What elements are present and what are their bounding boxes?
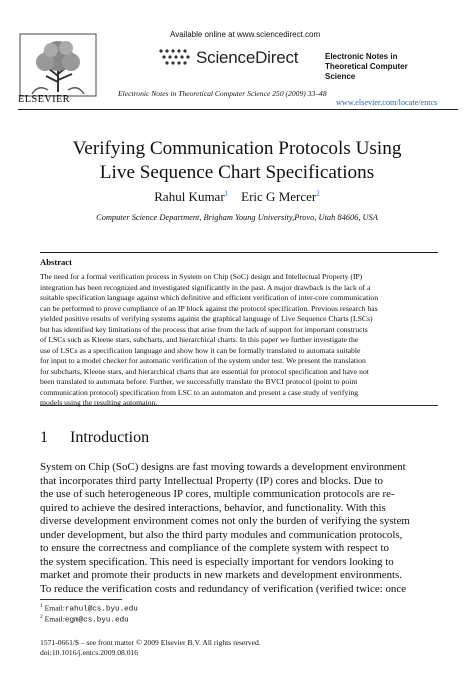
body-line: System on Chip (SoC) designs are fast moving towards a development environment xyxy=(40,461,406,473)
body-line: the system specification. This need is especially important for vendors looking to xyxy=(40,555,394,568)
footnote-mark: 2 xyxy=(40,614,43,620)
abstract-line: integration has been recognized and investigated significantly in the past. A major drawback is the lack of a xyxy=(40,282,371,292)
abstract-line: of LSCs such as Kleene stars, subcharts, and hierarchical charts. In this paper we further investigate the xyxy=(40,335,359,344)
copyright-line: 1571-0661/$ – see front matter © 2009 Elsevier B.V. All rights reserved. xyxy=(40,638,261,647)
body-line: under development, but also the third party modules and communication protocols, xyxy=(40,528,403,541)
journal-citation: Electronic Notes in Theoretical Computer Science 250 (2009) 33–48 xyxy=(118,89,327,98)
abstract-line: for input to a model checker for automatic verification of the system under test. We present the translation xyxy=(40,356,366,365)
paper-title-line: Verifying Communication Protocols Using xyxy=(72,138,402,159)
header-rule xyxy=(18,109,458,110)
footnote xyxy=(40,614,129,625)
paper-title-line: Live Sequence Chart Specifications xyxy=(99,162,375,183)
abstract-bottom-rule xyxy=(40,405,438,406)
elsevier-tree-logo xyxy=(18,32,98,102)
abstract-line: use of LSCs as a specification language and show how it can be formally translated to automata suitable xyxy=(40,345,361,355)
abstract-line: The need for a formal verification process in System on Chip (SoC) design and Intellectual Property (IP) xyxy=(40,272,363,281)
author-list xyxy=(0,189,474,205)
section-title: Introduction xyxy=(70,429,150,446)
sciencedirect-dots-icon xyxy=(157,47,193,69)
abstract-line: communication protocol) specification from LSC to an automaton and present a case study of verifying xyxy=(40,387,359,397)
footnote-label: Email: xyxy=(44,603,65,613)
body-line: that incorporates third party Intellectual Property (IP) cores and blocks. Due to xyxy=(40,474,383,487)
body-line: diverse development environment comes not only the burden of verifying the system xyxy=(40,515,410,527)
journal-name-line: Theoretical Computer xyxy=(325,62,408,71)
journal-url-link[interactable]: www.elsevier.com/locate/entcs xyxy=(336,98,438,107)
body-line: the use of such heterogeneous IP cores, multiple communication protocols are re- xyxy=(40,488,395,500)
body-line: market and promote their products in new markets and development environments. xyxy=(40,569,403,581)
journal-name-line: Science xyxy=(325,72,356,81)
footnote-label: Email: xyxy=(44,614,65,624)
author-name: Eric G Mercer xyxy=(241,189,317,204)
abstract-top-rule xyxy=(40,252,438,253)
abstract-line: models using the resulting automaton. xyxy=(40,398,158,407)
footnote-rule xyxy=(40,599,122,600)
journal-name xyxy=(325,52,445,82)
footnote-email-link[interactable]: egm@cs.byu.edu xyxy=(64,616,129,625)
abstract-line: yielded positive results of verifying systems against the graphical language of Live Sequence Charts (LSCs) xyxy=(40,314,373,323)
footnote-email-link[interactable]: rahul@cs.byu.edu xyxy=(64,605,138,614)
abstract-line: but has identified key limitations of the process that arise from the lack of support for important constructs xyxy=(40,324,368,334)
doi-line[interactable]: doi:10.1016/j.entcs.2009.08.016 xyxy=(40,648,139,657)
body-line: To reduce the verification costs and redundancy of verification (verified twice: once xyxy=(40,582,407,595)
author-name: Rahul Kumar xyxy=(154,189,225,204)
available-online-text: Available online at www.sciencedirect.com xyxy=(170,30,321,39)
body-line: to ensure the correctness and compliance of the complete system with respect to xyxy=(40,542,389,554)
footnote xyxy=(40,603,138,614)
abstract-line: for subcharts, Kleene stars, and hierarchical charts that are essential for protocol specification and have not xyxy=(40,366,369,376)
abstract-heading: Abstract xyxy=(40,257,72,267)
body-line: quired to achieve the desired interactions, behavior, and functionality. With this xyxy=(40,501,386,514)
author-footnote-mark[interactable]: 1 xyxy=(224,189,229,198)
elsevier-wordmark: ELSEVIER xyxy=(18,94,70,105)
journal-name-line: Electronic Notes in xyxy=(325,52,398,61)
section-number: 1 xyxy=(40,429,48,446)
footnote-mark: 1 xyxy=(40,603,43,609)
abstract-line: can be performed to prove compliance of an IP block against the protocol specification. Previous research has xyxy=(40,303,378,313)
sciencedirect-wordmark: ScienceDirect xyxy=(196,48,299,67)
abstract-line: been translated to automata before. Further, we successfully translate the BVCI protocol (point to point xyxy=(40,377,358,386)
author-footnote-mark[interactable]: 2 xyxy=(316,189,320,198)
abstract-line: suitable specification language against which definitive and efficient verification of inter-core communication xyxy=(40,293,379,302)
affiliation: Computer Science Department, Brigham Young University,Provo, Utah 84606, USA xyxy=(96,213,378,222)
